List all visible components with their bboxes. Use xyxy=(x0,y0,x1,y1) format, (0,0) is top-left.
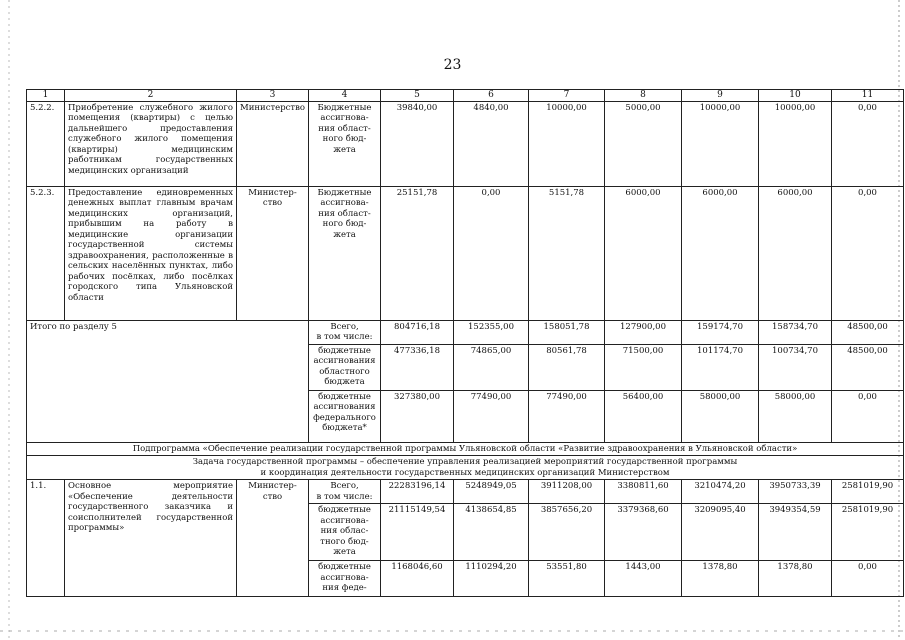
value-year: 58000,00 xyxy=(759,390,832,442)
executor: Министерство xyxy=(237,101,309,186)
value-total: 477336,18 xyxy=(381,344,454,390)
value-total: 39840,00 xyxy=(381,101,454,186)
column-header: 4 xyxy=(309,90,381,102)
row-number: 1.1. xyxy=(27,480,65,597)
scan-edge-left xyxy=(8,0,10,640)
row-number: 5.2.3. xyxy=(27,186,65,320)
table-row-5-2-2 xyxy=(27,101,904,186)
value-total: 327380,00 xyxy=(381,390,454,442)
value-year: 71500,00 xyxy=(605,344,682,390)
funding-source: Всего, в том числе: xyxy=(309,320,381,344)
value-year: 0,00 xyxy=(832,390,904,442)
subprogram-heading: Подпрограмма «Обеспечение реализации государственной программы Ульяновской области «Развитие здравоохранения в Ульяновской области» xyxy=(27,442,904,456)
value-year: 127900,00 xyxy=(605,320,682,344)
funding-source: Всего, в том числе: xyxy=(309,480,381,504)
value-year: 6000,00 xyxy=(605,186,682,320)
value-year: 2581019,90 xyxy=(832,504,904,561)
measure-name: Основное мероприятие «Обеспечение деятельности государственного заказчика и соисполнителей государственной программы» xyxy=(65,480,237,597)
value-year: 10000,00 xyxy=(682,101,759,186)
measure-name: Предоставление единовременных денежных выплат главным врачам медицинских организаций, прибывшим на работу в медицинские организации государственной системы здравоохранения, расположенные в сельских населённых пунктах, либо рабочих посёлках, либо посёлках городского типа Ульяновской области xyxy=(65,186,237,320)
value-year: 53551,80 xyxy=(529,561,605,597)
value-year: 3209095,40 xyxy=(682,504,759,561)
value-total: 25151,78 xyxy=(381,186,454,320)
funding-source: бюджетные ассигнова- ния феде- xyxy=(309,561,381,597)
table-row-1-1 xyxy=(27,480,904,504)
budget-table xyxy=(26,89,904,597)
value-total: 804716,18 xyxy=(381,320,454,344)
value-year: 0,00 xyxy=(454,186,529,320)
scan-edge-bottom xyxy=(0,630,905,632)
value-year: 48500,00 xyxy=(832,320,904,344)
value-year: 5151,78 xyxy=(529,186,605,320)
value-total: 1168046,60 xyxy=(381,561,454,597)
value-year: 158734,70 xyxy=(759,320,832,344)
value-year: 48500,00 xyxy=(832,344,904,390)
column-header: 7 xyxy=(529,90,605,102)
task-heading: Задача государственной программы – обеспечение управления реализацией мероприятий государственной программы и координация деятельности государственных медицинских организаций Министерством xyxy=(27,456,904,480)
executor: Министер- ство xyxy=(237,186,309,320)
funding-source: бюджетные ассигнования федерального бюджета* xyxy=(309,390,381,442)
column-header: 5 xyxy=(381,90,454,102)
value-year: 80561,78 xyxy=(529,344,605,390)
value-total: 22283196,14 xyxy=(381,480,454,504)
value-year: 3210474,20 xyxy=(682,480,759,504)
value-year: 10000,00 xyxy=(759,101,832,186)
value-year: 3857656,20 xyxy=(529,504,605,561)
value-year: 5248949,05 xyxy=(454,480,529,504)
table-row-subprogram xyxy=(27,442,904,456)
value-year: 0,00 xyxy=(832,561,904,597)
value-year: 3950733,39 xyxy=(759,480,832,504)
funding-source: Бюджетные ассигнова- ния област- ного бюд- жета xyxy=(309,101,381,186)
value-year: 3911208,00 xyxy=(529,480,605,504)
value-year: 0,00 xyxy=(832,186,904,320)
value-year: 2581019,90 xyxy=(832,480,904,504)
value-year: 4138654,85 xyxy=(454,504,529,561)
column-header: 3 xyxy=(237,90,309,102)
column-number-row xyxy=(27,90,904,102)
value-year: 3380811,60 xyxy=(605,480,682,504)
value-total: 21115149,54 xyxy=(381,504,454,561)
column-header: 2 xyxy=(65,90,237,102)
page-number: 23 xyxy=(443,57,462,73)
value-year: 77490,00 xyxy=(454,390,529,442)
column-header: 10 xyxy=(759,90,832,102)
value-year: 58000,00 xyxy=(682,390,759,442)
value-year: 0,00 xyxy=(832,101,904,186)
value-year: 158051,78 xyxy=(529,320,605,344)
column-header: 1 xyxy=(27,90,65,102)
funding-source: Бюджетные ассигнова- ния област- ного бюд- жета xyxy=(309,186,381,320)
column-header: 9 xyxy=(682,90,759,102)
value-year: 100734,70 xyxy=(759,344,832,390)
value-year: 1378,80 xyxy=(759,561,832,597)
value-year: 77490,00 xyxy=(529,390,605,442)
table-row-5-2-3 xyxy=(27,186,904,320)
value-year: 159174,70 xyxy=(682,320,759,344)
value-year: 4840,00 xyxy=(454,101,529,186)
value-year: 74865,00 xyxy=(454,344,529,390)
column-header: 11 xyxy=(832,90,904,102)
value-year: 5000,00 xyxy=(605,101,682,186)
row-number: 5.2.2. xyxy=(27,101,65,186)
value-year: 6000,00 xyxy=(682,186,759,320)
total-label: Итого по разделу 5 xyxy=(27,320,309,442)
value-year: 56400,00 xyxy=(605,390,682,442)
value-year: 10000,00 xyxy=(529,101,605,186)
value-year: 6000,00 xyxy=(759,186,832,320)
measure-name: Приобретение служебного жилого помещения (квартиры) с целью дальнейшего предоставления служебного жилого помещения (квартиры) медицинским работникам государственных медицинских организаций xyxy=(65,101,237,186)
value-year: 3379368,60 xyxy=(605,504,682,561)
value-year: 1110294,20 xyxy=(454,561,529,597)
funding-source: бюджетные ассигнова- ния облас- тного бюд- жета xyxy=(309,504,381,561)
table-row-task xyxy=(27,456,904,480)
executor: Министер- ство xyxy=(237,480,309,597)
value-year: 1443,00 xyxy=(605,561,682,597)
column-header: 6 xyxy=(454,90,529,102)
value-year: 1378,80 xyxy=(682,561,759,597)
funding-source: бюджетные ассигнования областного бюджета xyxy=(309,344,381,390)
value-year: 152355,00 xyxy=(454,320,529,344)
value-year: 101174,70 xyxy=(682,344,759,390)
column-header: 8 xyxy=(605,90,682,102)
value-year: 3949354,59 xyxy=(759,504,832,561)
table-row-total-section-5 xyxy=(27,320,904,344)
